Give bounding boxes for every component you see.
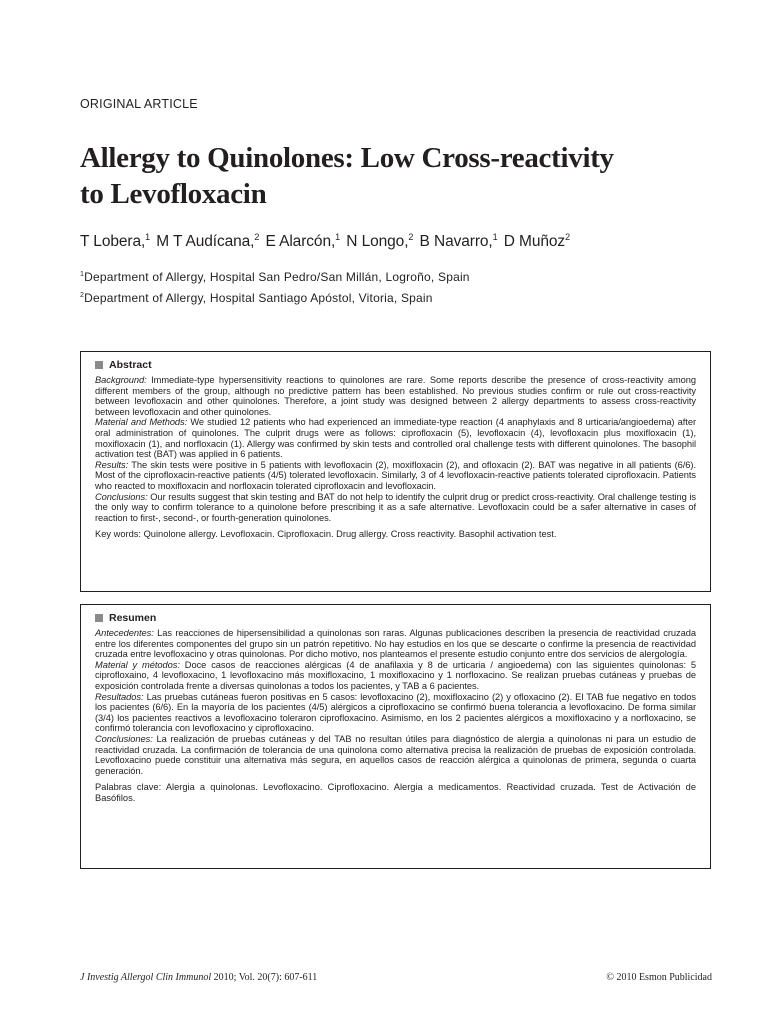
author: M T Audícana,$^2$ bbox=[156, 232, 260, 250]
author: E Alarcón,$^1$ bbox=[265, 232, 341, 250]
resumen-body: Antecedentes: Las reacciones de hipersensibilidad a quinolonas son raras. Algunas publicaciones describen la presencia de reactividad cruzada entre los diferentes componentes del grupo sin un patrón repetitivo. No hay estudios en los que se descarte o confirme la presencia de reactividad cruzada entre levofloxacino y otras quinolonas. Por dicho motivo, nos planteamos el presente estudio conjunto entre dos servicios de alergología. Material y métodos: Doce casos de reacciones alérgicas (4 de anafilaxia y 8 de urticaria / angioedema) con las siguientes quinolonas: 5 ciprofloxaino, 4 levofloxacino, 1 levofloxacino más moxifloxacino, 1 moxifloxacino y 1 norfloxacino. Se realizan pruebas cutáneas y pruebas de exposición controlada frente a diversas quinolonas a todos los pacientes, y TAB a 6 pacientes. Resultados: Las pruebas cutáneas fueron positivas en 5 casos: levofloxacino (2), moxifloxacino (2) y ofloxacino (2). El TAB fue negativo en todos los pacientes (6/6). En la mayoría de los pacientes (4/5) alérgicos a ciprofloxacino se confirmó buena tolerancia a levofloxacino. De forma similar (3/4) los pacientes reactivos a levofloxacino toleraron ciprofloxacino. Asimismo, en los 2 pacientes alérgicos a moxifloxacino y a norfloxacino, se confirmó tolerancia con levofloxacino y ciprofloxacino. Conclusiones: La realización de pruebas cutáneas y del TAB no resultan útiles para diagnóstico de alergia a quinolonas ni para un estudio de reactividad cruzada. La confirmación de tolerancia de una quinolona como alternativa precisa la realización de pruebas de exposición controlada. Levofloxacino puede constituir una alternativa más segura, en aquellos casos de reacción alérgica a quinolonas de primera, segunda o cuarta generación. bbox=[95, 628, 697, 776]
affiliations bbox=[80, 266, 470, 307]
abstract-box bbox=[80, 351, 711, 592]
author-list bbox=[80, 232, 572, 251]
resumen-heading: Resumen bbox=[95, 612, 696, 624]
abstract-heading: Abstract bbox=[95, 359, 696, 371]
resumen-keywords: Palabras clave: Alergia a quinolonas. Levofloxacino. Ciprofloxacino. Alergia a medicamentos. Reactividad cruzada. Test de Activación de Basófilos. bbox=[95, 782, 696, 803]
affiliation-2: $^2$Department of Allergy, Hospital Santiago Apóstol, Vitoria, Spain bbox=[80, 290, 433, 305]
author: B Navarro,$^1$ bbox=[419, 232, 498, 250]
square-bullet-icon bbox=[95, 614, 103, 622]
section-label: ORIGINAL ARTICLE bbox=[80, 97, 198, 111]
title-line-1: Allergy to Quinolones: Low Cross-reactivity bbox=[80, 142, 614, 174]
author: D Muñoz$^2$ bbox=[503, 232, 570, 250]
title-line-2: to Levofloxacin bbox=[80, 178, 267, 210]
resumen-box bbox=[80, 604, 711, 869]
author: N Longo,$^2$ bbox=[346, 232, 414, 250]
abstract-keywords: Key words: Quinolone allergy. Levofloxacin. Ciprofloxacin. Drug allergy. Cross reactivity. Basophil activation test. bbox=[95, 529, 557, 540]
article-title bbox=[80, 140, 730, 212]
square-bullet-icon bbox=[95, 361, 103, 369]
affiliation-1: $^1$Department of Allergy, Hospital San Pedro/San Millán, Logroño, Spain bbox=[80, 270, 470, 284]
journal-citation: J Investig Allergol Clin Immunol 2010; Vol. 20(7): 607-611 bbox=[80, 972, 318, 983]
copyright: © 2010 Esmon Publicidad bbox=[606, 972, 712, 983]
author: T Lobera,$^1$ bbox=[80, 232, 151, 250]
abstract-body: Background: Immediate-type hypersensitivity reactions to quinolones are rare. Some reports describe the presence of cross-reactivity among different members of the group, although no predictive pattern has been established. No previous studies confirm or rule out cross-reactivity between levofloxacin and other quinolones. Therefore, a joint study was designed between 2 allergy departments to assess cross-reactivity between levofloxacin and other quinolones. Material and Methods: We studied 12 patients who had experienced an immediate-type reaction (4 anaphylaxis and 8 urticaria/angioedema) after oral administration of quinolones. The culprit drugs were as follows: ciprofloxacin (5), levofloxacin (4), levofloxacin plus moxifloxacin (1), moxifloxacin (1), and norfloxacin (1). Allergy was confirmed by skin tests and controlled oral challenge tests with different quinolones. The basophil activation test (BAT) was applied in 6 patients. Results: The skin tests were positive in 5 patients with levofloxacin (2), moxifloxacin (2), and ofloxacin (2). BAT was negative in all patients (6/6). Most of the ciprofloxacin-reactive patients (4/5) tolerated levofloxacin. Similarly, 3 of 4 levofloxacin-reactive patients tolerated ciprofloxacin. Patients who reacted to moxifloxacin and norfloxacin tolerated ciprofloxacin and levofloxacin. Conclusions: Our results suggest that skin testing and BAT do not help to identify the culprit drug or predict cross-reactivity. Oral challenge testing is the only way to confirm tolerance to a quinolone before prescribing it as a safe alternative. Levofloxacin could be a safer alternative in cases of reaction to first-, second-, or fourth-generation quinolones. bbox=[95, 375, 696, 523]
